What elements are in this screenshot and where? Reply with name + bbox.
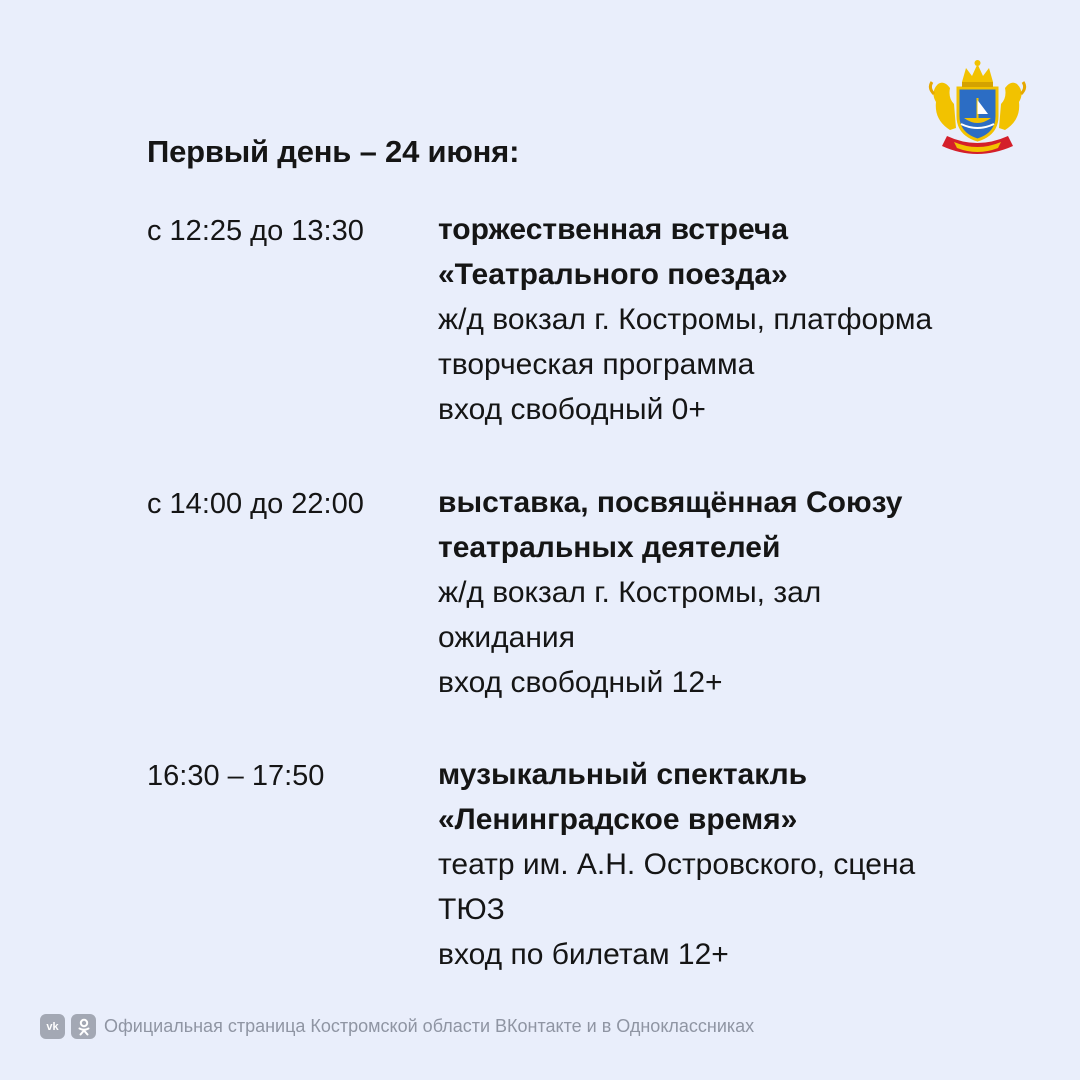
event-title-line: выставка, посвящённая Союзу [438, 486, 903, 519]
event-title-line: «Ленинградское время» [438, 803, 798, 836]
event-detail-line: вход по билетам 12+ [438, 938, 729, 971]
event-time: с 12:25 до 13:30 [147, 215, 364, 247]
page-title: Первый день – 24 июня: [147, 134, 520, 169]
event-detail-line: ожидания [438, 621, 575, 654]
event-title-line: «Театрального поезда» [438, 258, 788, 291]
event-details [438, 752, 1058, 977]
event-title-line: музыкальный спектакль [438, 758, 808, 791]
event-detail-line: творческая программа [438, 348, 755, 381]
event-title-line: торжественная встреча [438, 213, 789, 246]
event-detail-line: вход свободный 12+ [438, 666, 723, 699]
footer-text: Официальная страница Костромской области ВКонтакте и в Одноклассниках [104, 1016, 755, 1036]
event-detail-line: ж/д вокзал г. Костромы, зал [438, 576, 822, 609]
ok-glyph-icon [77, 1018, 91, 1036]
event-detail-line: вход свободный 0+ [438, 393, 706, 426]
event-details [438, 207, 1058, 432]
footer [40, 1014, 754, 1039]
event-detail-line: театр им. А.Н. Островского, сцена [438, 848, 916, 881]
ok-icon [71, 1014, 96, 1039]
vk-icon: vk [40, 1014, 65, 1039]
event-details [438, 480, 1058, 705]
event-time: с 14:00 до 22:00 [147, 488, 364, 520]
coat-of-arms-icon [920, 58, 1035, 158]
event-detail-line: ТЮЗ [438, 893, 505, 926]
event-detail-line: ж/д вокзал г. Костромы, платформа [438, 303, 933, 336]
event-time: 16:30 – 17:50 [147, 760, 325, 792]
event-title-line: театральных деятелей [438, 531, 781, 564]
